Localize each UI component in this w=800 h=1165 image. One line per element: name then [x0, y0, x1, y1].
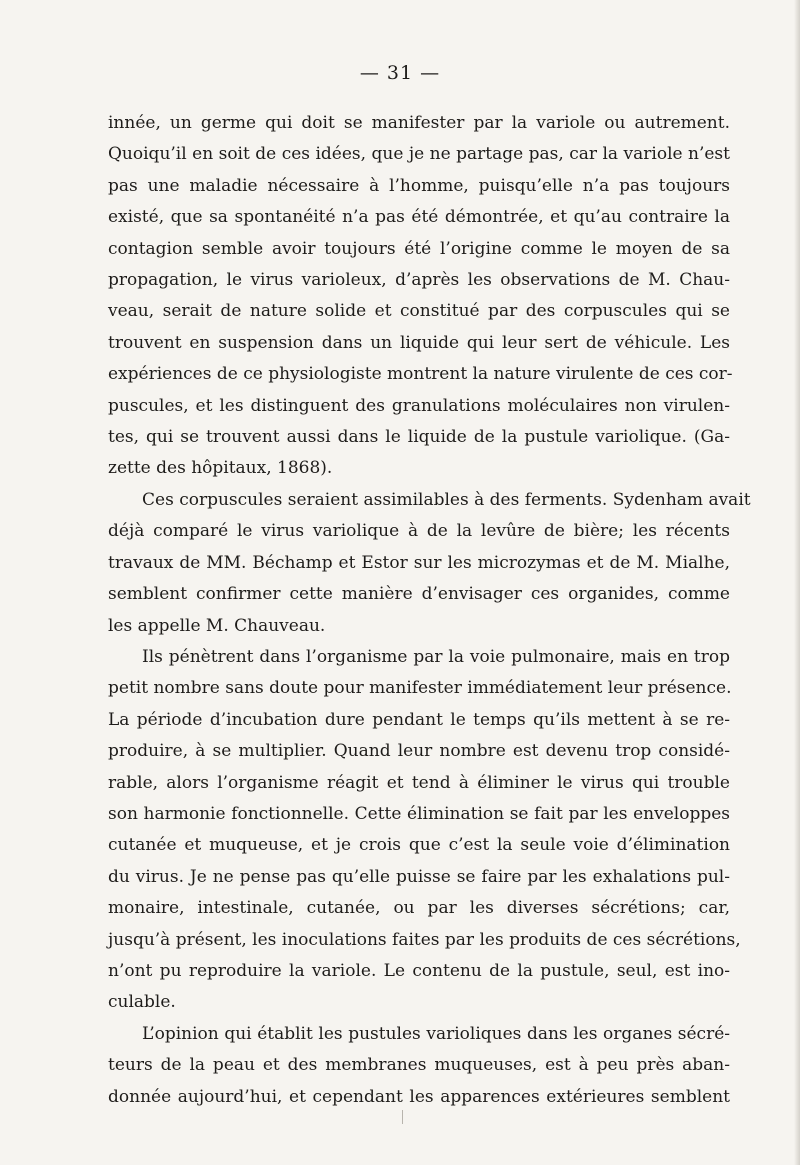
text-line: existé, que sa spontanéité n’a pas été démontrée, et qu’au contraire la: [108, 207, 730, 228]
paragraph-2: [108, 485, 751, 642]
text-line: semblent confirmer cette manière d’envisager ces organides, comme: [108, 584, 730, 605]
text-line: donnée aujourd’hui, et cependant les apparences extérieures semblent: [108, 1086, 730, 1107]
text-line: tes, qui se trouvent aussi dans le liquide de la pustule variolique. (Ga-: [108, 427, 730, 448]
text-line: innée, un germe qui doit se manifester par la variole ou autrement.: [108, 113, 730, 133]
text-line: La période d’incubation dure pendant le temps qu’ils mettent à se re-: [108, 709, 730, 730]
page-edge-shadow: [794, 0, 800, 1165]
text-line: monaire, intestinale, cutanée, ou par les diverses sécrétions; car,: [108, 898, 730, 919]
paragraph-3: [108, 642, 741, 1019]
text-line: trouvent en suspension dans un liquide qui leur sert de véhicule. Les: [108, 332, 730, 353]
text-line: les appelle M. Chauveau.: [108, 615, 326, 636]
text-line: jusqu’à présent, les inoculations faites par les produits de ces sécrétions,: [108, 929, 741, 950]
text-line: puscules, et les distinguent des granulations moléculaires non virulen-: [108, 395, 730, 416]
text-line: n’ont pu reproduire la variole. Le contenu de la pustule, seul, est ino-: [108, 960, 730, 981]
text-line: Quoiqu’il en soit de ces idées, que je ne partage pas, car la variole n’est: [108, 144, 730, 165]
text-line: du virus. Je ne pense pas qu’elle puisse se faire par les exhalations pul-: [108, 866, 730, 887]
page-number: — 31 —: [359, 62, 441, 84]
text-line: déjà comparé le virus variolique à de la levûre de bière; les récents: [108, 521, 730, 542]
text-line: zette des hôpitaux, 1868).: [108, 458, 333, 479]
text-line: pas une maladie nécessaire à l’homme, puisqu’elle n’a pas toujours: [108, 175, 730, 196]
text-line: veau, serait de nature solide et constitué par des corpuscules qui se: [108, 301, 730, 322]
text-line: propagation, le virus varioleux, d’après les observations de M. Chau-: [108, 270, 730, 291]
scan-mark: [402, 1110, 403, 1124]
text-line: petit nombre sans doute pour manifester immédiatement leur présence.: [108, 678, 732, 699]
text-line: produire, à se multiplier. Quand leur nombre est devenu trop considé-: [108, 741, 730, 762]
paragraph-4: [108, 1019, 730, 1113]
text-line: cutanée et muqueuse, et je crois que c’est la seule voie d’élimination: [108, 835, 730, 856]
text-line: Ils pénètrent dans l’organisme par la voie pulmonaire, mais en trop: [142, 646, 730, 667]
paragraph-1: [108, 108, 733, 485]
body-text: [108, 108, 751, 1113]
text-line: contagion semble avoir toujours été l’origine comme le moyen de sa: [108, 238, 730, 259]
text-line: culable.: [108, 992, 176, 1013]
text-line: son harmonie fonctionnelle. Cette élimination se fait par les enveloppes: [108, 803, 730, 824]
text-line: teurs de la peau et des membranes muqueuses, est à peu près aban-: [108, 1055, 730, 1076]
text-line: L’opinion qui établit les pustules varioliques dans les organes sécré-: [142, 1023, 730, 1044]
text-line: rable, alors l’organisme réagit et tend à éliminer le virus qui trouble: [108, 772, 730, 793]
text-line: travaux de MM. Béchamp et Estor sur les microzymas et de M. Mialhe,: [108, 552, 730, 573]
text-line: expériences de ce physiologiste montrent la nature virulente de ces cor-: [108, 364, 733, 385]
text-line: Ces corpuscules seraient assimilables à des ferments. Sydenham avait: [142, 489, 751, 510]
